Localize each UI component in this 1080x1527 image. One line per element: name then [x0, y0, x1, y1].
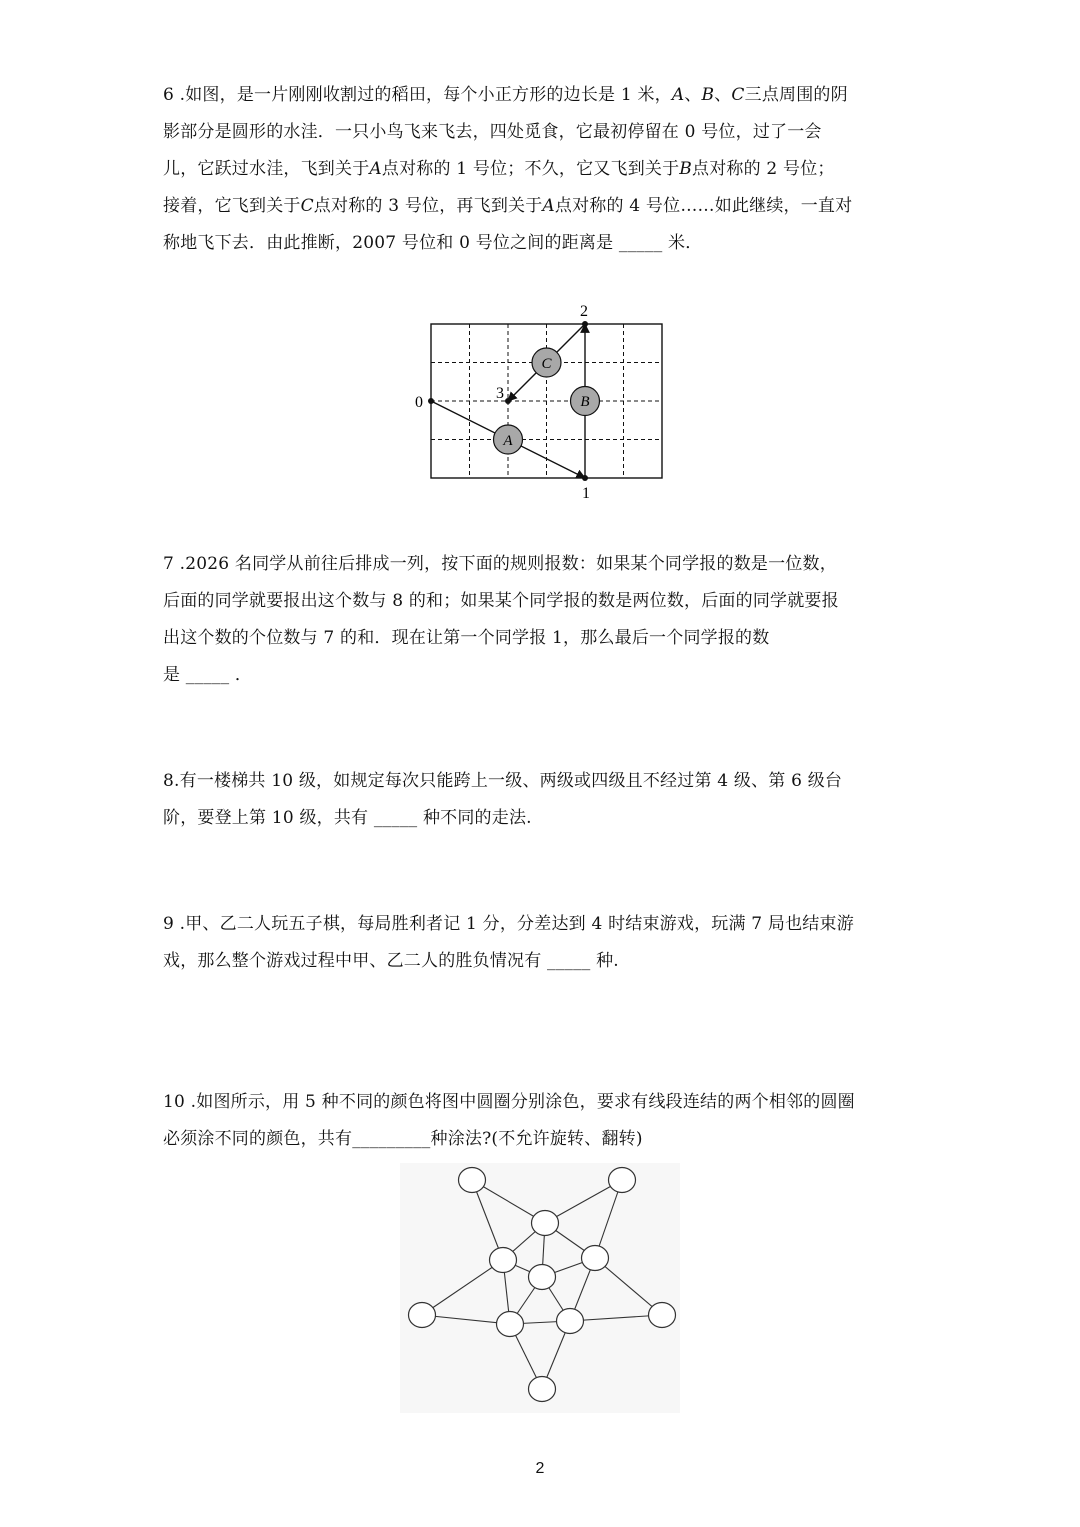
- page-number: 2: [535, 1460, 545, 1477]
- circle-node-tr: [609, 1168, 636, 1193]
- label-3: 3: [496, 385, 504, 402]
- circle-node-tl: [459, 1168, 486, 1193]
- circle-node-l: [409, 1303, 436, 1328]
- label-c: C: [541, 356, 552, 372]
- q7-line-2: 后面的同学就要报出这个数与 8 的和；如果某个同学报的数是两位数，后面的同学就要报: [163, 591, 839, 611]
- point-3: [505, 398, 511, 404]
- label-b: B: [580, 394, 590, 410]
- q7-line-4: 是 _____ ．: [163, 665, 253, 685]
- point-1: [582, 475, 588, 481]
- circle-node-br: [557, 1309, 584, 1334]
- q6-line-3: 儿，它跃过水洼，飞到关于𝐴点对称的 1 号位；不久，它又飞到关于𝐵点对称的 2 号位；: [163, 159, 835, 179]
- question-8-text: [163, 763, 923, 837]
- circle-node-c: [529, 1265, 556, 1290]
- q10-line-2: 必须涂不同的颜色，共有_________种涂法?(不允许旋转、翻转): [163, 1129, 643, 1149]
- label-1: 1: [582, 485, 590, 502]
- q7-line-3: 出这个数的个位数与 7 的和．现在让第一个同学报 1，那么最后一个同学报的数: [163, 628, 770, 648]
- circle-node-ml: [490, 1248, 517, 1273]
- q7-line-1: 7 .2026 名同学从前往后排成一列，按下面的规则报数：如果某个同学报的数是一位数，: [163, 554, 837, 574]
- q9-line-2: 戏，那么整个游戏过程中甲、乙二人的胜负情况有 _____ 种.: [163, 951, 619, 971]
- question-10-text: [163, 1084, 923, 1158]
- q8-line-1: 8.有一楼梯共 10 级，如规定每次只能跨上一级、两级或四级且不经过第 4 级、第 6 级台: [163, 771, 843, 791]
- label-2: 2: [580, 303, 588, 320]
- q9-line-1: 9 .甲、乙二人玩五子棋，每局胜利者记 1 分，分差达到 4 时结束游戏，玩满 7 局也结束游: [163, 914, 854, 934]
- circle-node-top: [532, 1211, 559, 1236]
- q6-line-5: 称地飞下去．由此推断，2007 号位和 0 号位之间的距离是 _____ 米．: [163, 233, 703, 253]
- circle-node-mr: [582, 1246, 609, 1271]
- point-0: [428, 398, 434, 404]
- circle-node-r: [649, 1303, 676, 1328]
- point-2: [582, 321, 588, 327]
- q10-line-1: 10 .如图所示，用 5 种不同的颜色将图中圆圈分别涂色，要求有线段连结的两个相邻的圆圈: [163, 1092, 855, 1112]
- question-7-text: [163, 546, 923, 694]
- q10-circle-graph-figure: [400, 1163, 680, 1413]
- q6-line-4: 接着，它飞到关于𝐶点对称的 3 号位，再飞到关于𝐴点对称的 4 号位……如此继续，一直对: [163, 196, 853, 216]
- q6-line-2: 影部分是圆形的水洼．一只小鸟飞来飞去，四处觅食，它最初停留在 0 号位，过了一会: [163, 122, 822, 142]
- q6-grid-figure: [405, 298, 680, 508]
- circle-node-bot: [529, 1377, 556, 1402]
- label-a: A: [503, 433, 513, 449]
- q8-line-2: 阶，要登上第 10 级，共有 _____ 种不同的走法.: [163, 808, 532, 828]
- grid-dashed-lines: [431, 324, 662, 478]
- question-9-text: [163, 906, 923, 980]
- q6-line-1: 6 .如图，是一片刚刚收割过的稻田，每个小正方形的边长是 1 米，𝐴、𝐵、𝐶三点周围的阴: [163, 85, 848, 105]
- circle-node-bl: [497, 1312, 524, 1337]
- question-6-text: [163, 77, 923, 262]
- label-0: 0: [415, 394, 423, 411]
